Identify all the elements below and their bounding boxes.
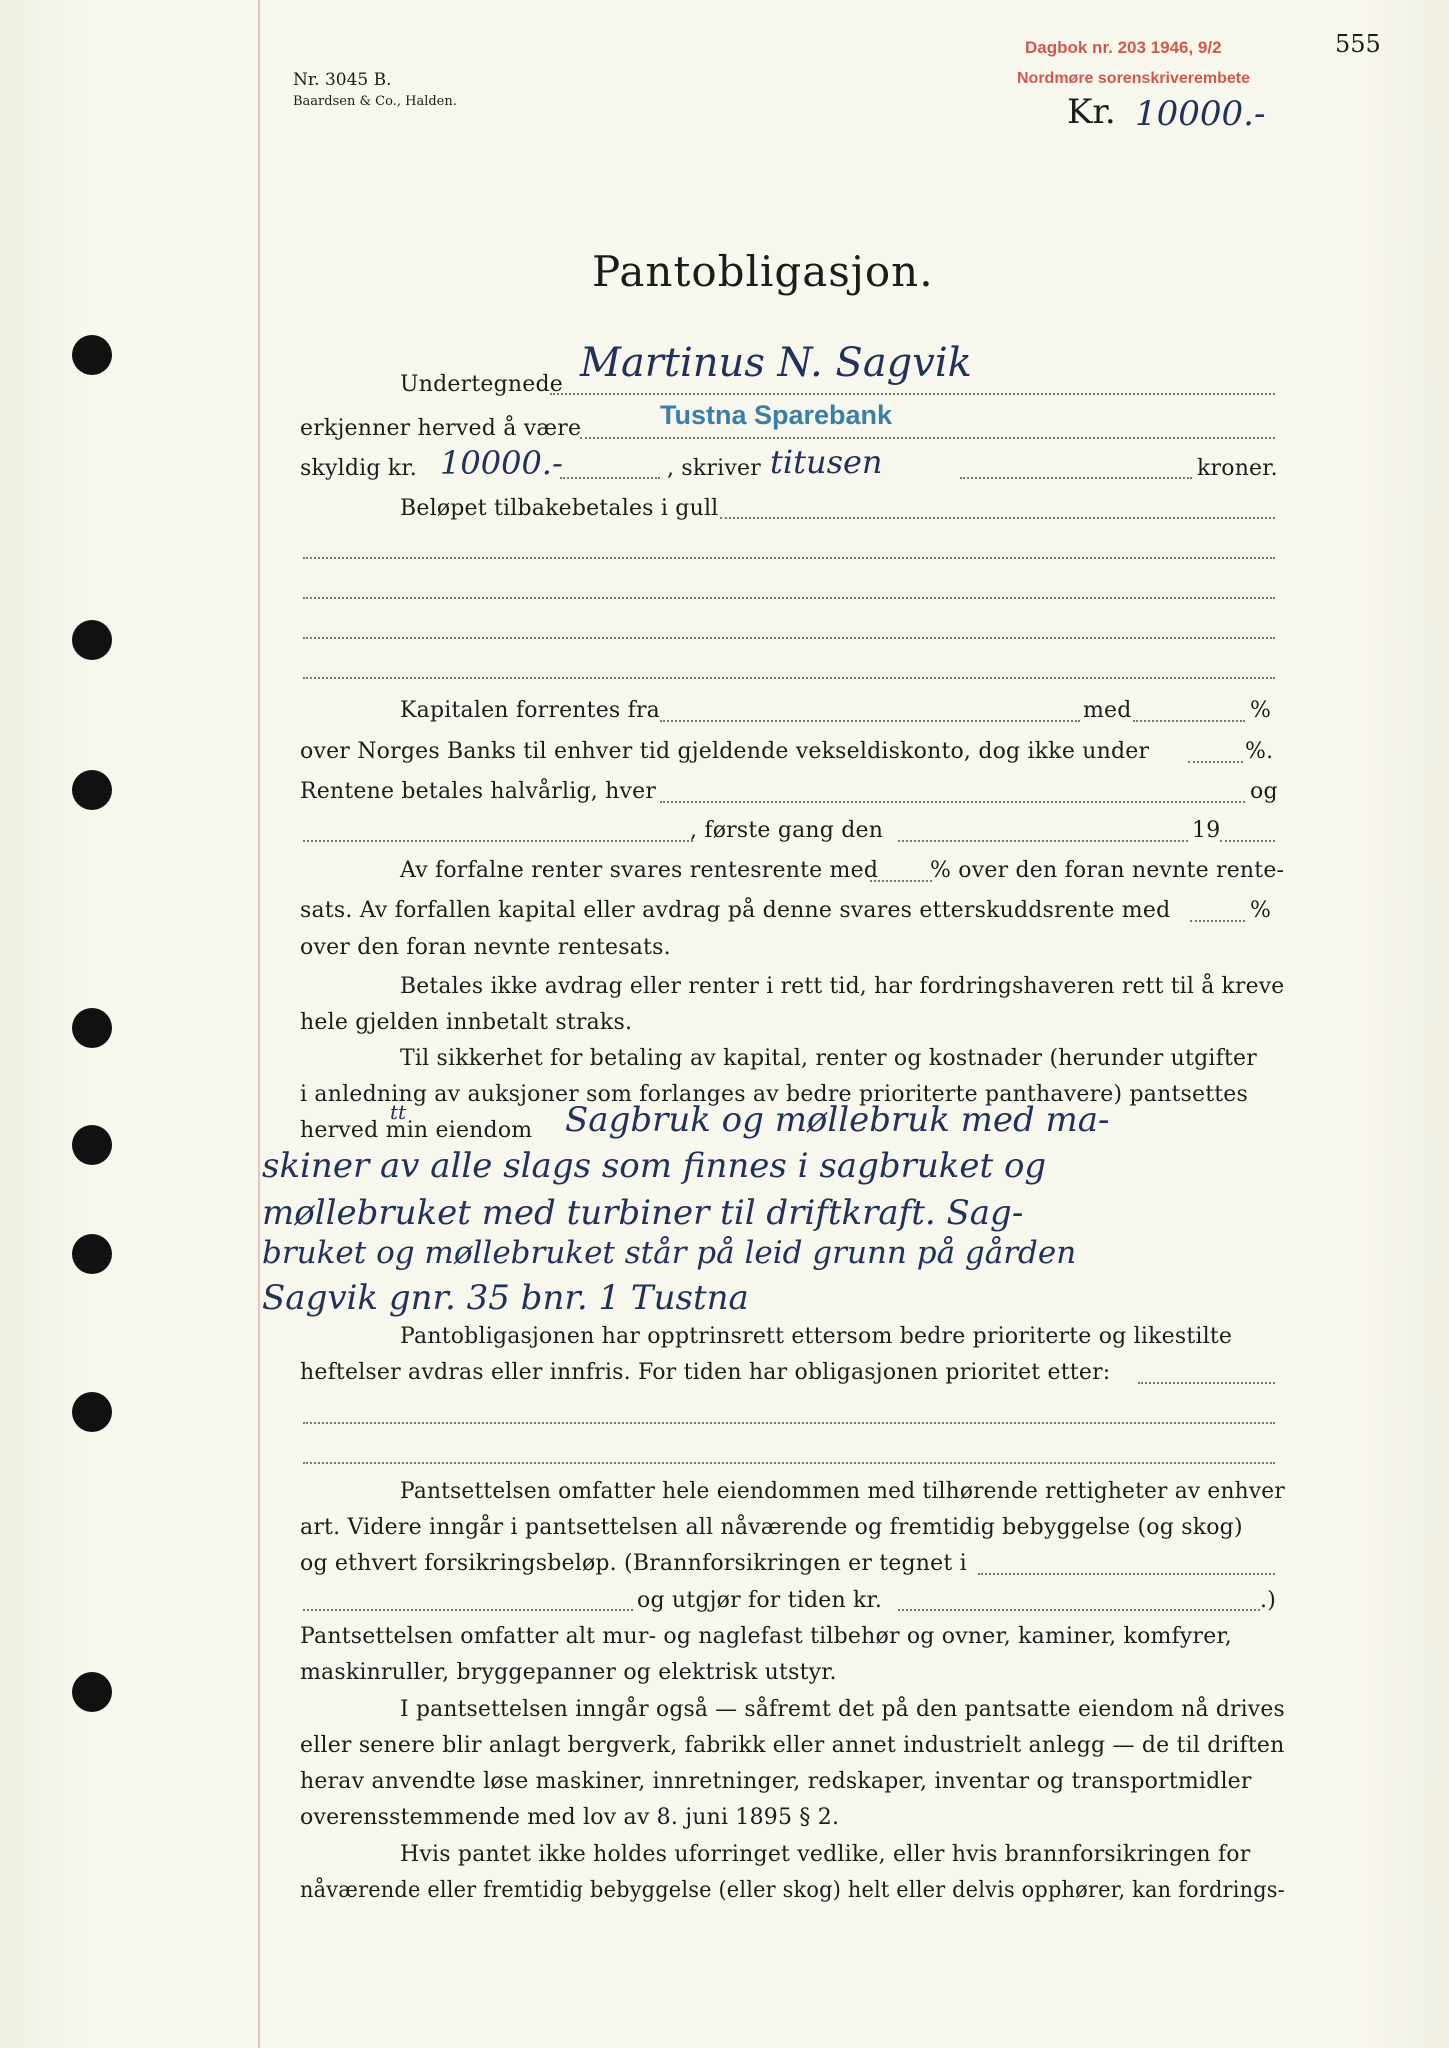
handwritten-line: møllebruket med turbiner til driftkraft. Sag- bbox=[262, 1193, 1024, 1233]
pct-end-text: %. bbox=[1245, 739, 1274, 764]
punch-hole bbox=[72, 335, 112, 375]
skyldig-value: 10000.- bbox=[440, 444, 563, 482]
hvis-line2: nåværende eller fremtidig bebyggelse (eller skog) helt eller delvis opphører, kan fordrings- bbox=[300, 1878, 1285, 1903]
dotted-line bbox=[303, 677, 1275, 679]
skyldig-label: skyldig kr. bbox=[300, 456, 417, 481]
dotted-line bbox=[978, 1573, 1275, 1575]
i-pants-line1: I pantsettelsen inngår også — såfremt det på den pantsatte eiendom nå drives bbox=[400, 1697, 1285, 1722]
punch-hole bbox=[72, 1008, 112, 1048]
dotted-line bbox=[303, 597, 1275, 599]
pants-line1: Pantsettelsen omfatter hele eiendommen med tilhørende rettigheter av enhver bbox=[400, 1479, 1285, 1504]
i-pants-line4: overensstemmende med lov av 8. juni 1895 § 2. bbox=[300, 1805, 840, 1830]
punch-hole bbox=[72, 770, 112, 810]
dotted-line bbox=[960, 477, 1192, 479]
document-title: Pantobligasjon. bbox=[592, 247, 934, 296]
punch-hole bbox=[72, 620, 112, 660]
til-line2: i anledning av auksjoner som forlanges av bedre prioriterte panthavere) pantsettes bbox=[300, 1082, 1248, 1107]
erkjenner-label: erkjenner herved å være bbox=[300, 416, 582, 441]
med-text: med bbox=[1083, 698, 1132, 723]
amount-value: 10000.- bbox=[1135, 94, 1266, 134]
pants-line4-end: .) bbox=[1260, 1588, 1276, 1613]
dotted-line bbox=[870, 880, 932, 882]
dotted-line bbox=[1138, 1382, 1275, 1384]
year-text: 19 bbox=[1192, 818, 1221, 843]
punch-hole bbox=[72, 1392, 112, 1432]
page-number: 555 bbox=[1335, 30, 1381, 58]
dotted-line bbox=[303, 1422, 1275, 1424]
betales-line2: hele gjelden innbetalt straks. bbox=[300, 1010, 633, 1035]
dotted-line bbox=[660, 720, 1080, 722]
panto-line2: heftelser avdras eller innfris. For tiden har obligasjonen prioritet etter: bbox=[300, 1360, 1111, 1385]
dotted-line bbox=[303, 840, 693, 842]
dotted-line bbox=[580, 437, 1275, 439]
dotted-line bbox=[898, 1609, 1260, 1611]
av-forfalne-rest: % over den foran nevnte rente- bbox=[930, 858, 1285, 883]
kapitalen-text: Kapitalen forrentes fra bbox=[400, 698, 660, 723]
sats-text: sats. Av forfallen kapital eller avdrag på denne svares etterskuddsrente med bbox=[300, 898, 1171, 923]
printer-name: Baardsen & Co., Halden. bbox=[293, 94, 457, 109]
herved-text: herved min eiendom bbox=[300, 1118, 533, 1143]
i-pants-line2: eller senere blir anlagt bergverk, fabrikk eller annet industrielt anlegg — de til driften bbox=[300, 1733, 1285, 1758]
dotted-line bbox=[303, 637, 1275, 639]
kroner-label: kroner. bbox=[1197, 456, 1278, 481]
dotted-line bbox=[660, 801, 1245, 803]
til-line1: Til sikkerhet for betaling av kapital, renter og kostnader (herunder utgifter bbox=[400, 1046, 1257, 1071]
debtor-name: Martinus N. Sagvik bbox=[580, 340, 972, 386]
punch-hole bbox=[72, 1234, 112, 1274]
handwritten-line: skiner av alle slags som finnes i sagbruket og bbox=[262, 1146, 1047, 1186]
dotted-line bbox=[303, 1462, 1275, 1464]
pants-line2: art. Videre inngår i pantsettelsen all nåværende og fremtidig bebyggelse (og skog) bbox=[300, 1515, 1243, 1540]
court-stamp: Nordmøre sorenskriverembete bbox=[1017, 70, 1250, 87]
dotted-line bbox=[1188, 761, 1243, 763]
dotted-line bbox=[1190, 920, 1245, 922]
betales-line1: Betales ikke avdrag eller renter i rett tid, har fordringshaveren rett til å kreve bbox=[400, 974, 1285, 999]
handwritten-line: Sagvik gnr. 35 bnr. 1 Tustna bbox=[262, 1278, 749, 1318]
forste-gang-text: , første gang den bbox=[690, 818, 884, 843]
rentene-text: Rentene betales halvårlig, hver bbox=[300, 779, 657, 804]
pants-line4: og utgjør for tiden kr. bbox=[637, 1588, 883, 1613]
panto-line1: Pantobligasjonen har opptrinsrett ettersom bedre prioriterte og likestilte bbox=[400, 1324, 1233, 1349]
dotted-line bbox=[720, 517, 1275, 519]
creditor-stamp: Tustna Sparebank bbox=[660, 400, 893, 430]
dotted-line bbox=[1133, 720, 1245, 722]
dotted-line bbox=[550, 393, 1275, 395]
journal-stamp: Dagbok nr. 203 1946, 9/2 bbox=[1025, 38, 1222, 57]
dotted-line bbox=[1220, 840, 1275, 842]
over-norges-text: over Norges Banks til enhver tid gjeldende vekseldiskonto, dog ikke under bbox=[300, 739, 1150, 764]
av-forfalne-text: Av forfalne renter svares rentesrente med bbox=[400, 858, 879, 883]
amount-prefix: Kr. bbox=[1067, 92, 1116, 132]
pct-text: % bbox=[1250, 698, 1272, 723]
hvis-line1: Hvis pantet ikke holdes uforringet vedlike, eller hvis brannforsikringen for bbox=[400, 1842, 1251, 1867]
pants-line6: maskinruller, bryggepanner og elektrisk utstyr. bbox=[300, 1660, 837, 1685]
over-den-text: over den foran nevnte rentesats. bbox=[300, 935, 671, 960]
herved-insert: tt bbox=[390, 1100, 407, 1124]
punch-hole bbox=[72, 1125, 112, 1165]
punch-hole bbox=[72, 1672, 112, 1712]
handwritten-line: bruket og møllebruket står på leid grunn på gården bbox=[262, 1235, 1077, 1271]
dotted-line bbox=[898, 840, 1188, 842]
i-pants-line3: herav anvendte løse maskiner, innretninger, redskaper, inventar og transportmidler bbox=[300, 1769, 1252, 1794]
handwritten-line: Sagbruk og møllebruk med ma- bbox=[565, 1100, 1110, 1140]
sats-pct: % bbox=[1250, 898, 1272, 923]
og-text: og bbox=[1250, 779, 1278, 804]
dotted-line bbox=[560, 477, 660, 479]
pants-line3: og ethvert forsikringsbeløp. (Brannforsikringen er tegnet i bbox=[300, 1551, 967, 1576]
skriver-value: titusen bbox=[770, 443, 883, 481]
dotted-line bbox=[303, 1609, 633, 1611]
margin-rule bbox=[258, 0, 260, 2048]
skriver-label: , skriver bbox=[667, 456, 761, 481]
form-number: Nr. 3045 B. bbox=[293, 70, 392, 90]
dotted-line bbox=[303, 557, 1275, 559]
undertegnede-label: Undertegnede bbox=[400, 372, 563, 397]
belopet-label: Beløpet tilbakebetales i gull bbox=[400, 496, 719, 521]
pants-line5: Pantsettelsen omfatter alt mur- og naglefast tilbehør og ovner, kaminer, komfyrer, bbox=[300, 1624, 1232, 1649]
